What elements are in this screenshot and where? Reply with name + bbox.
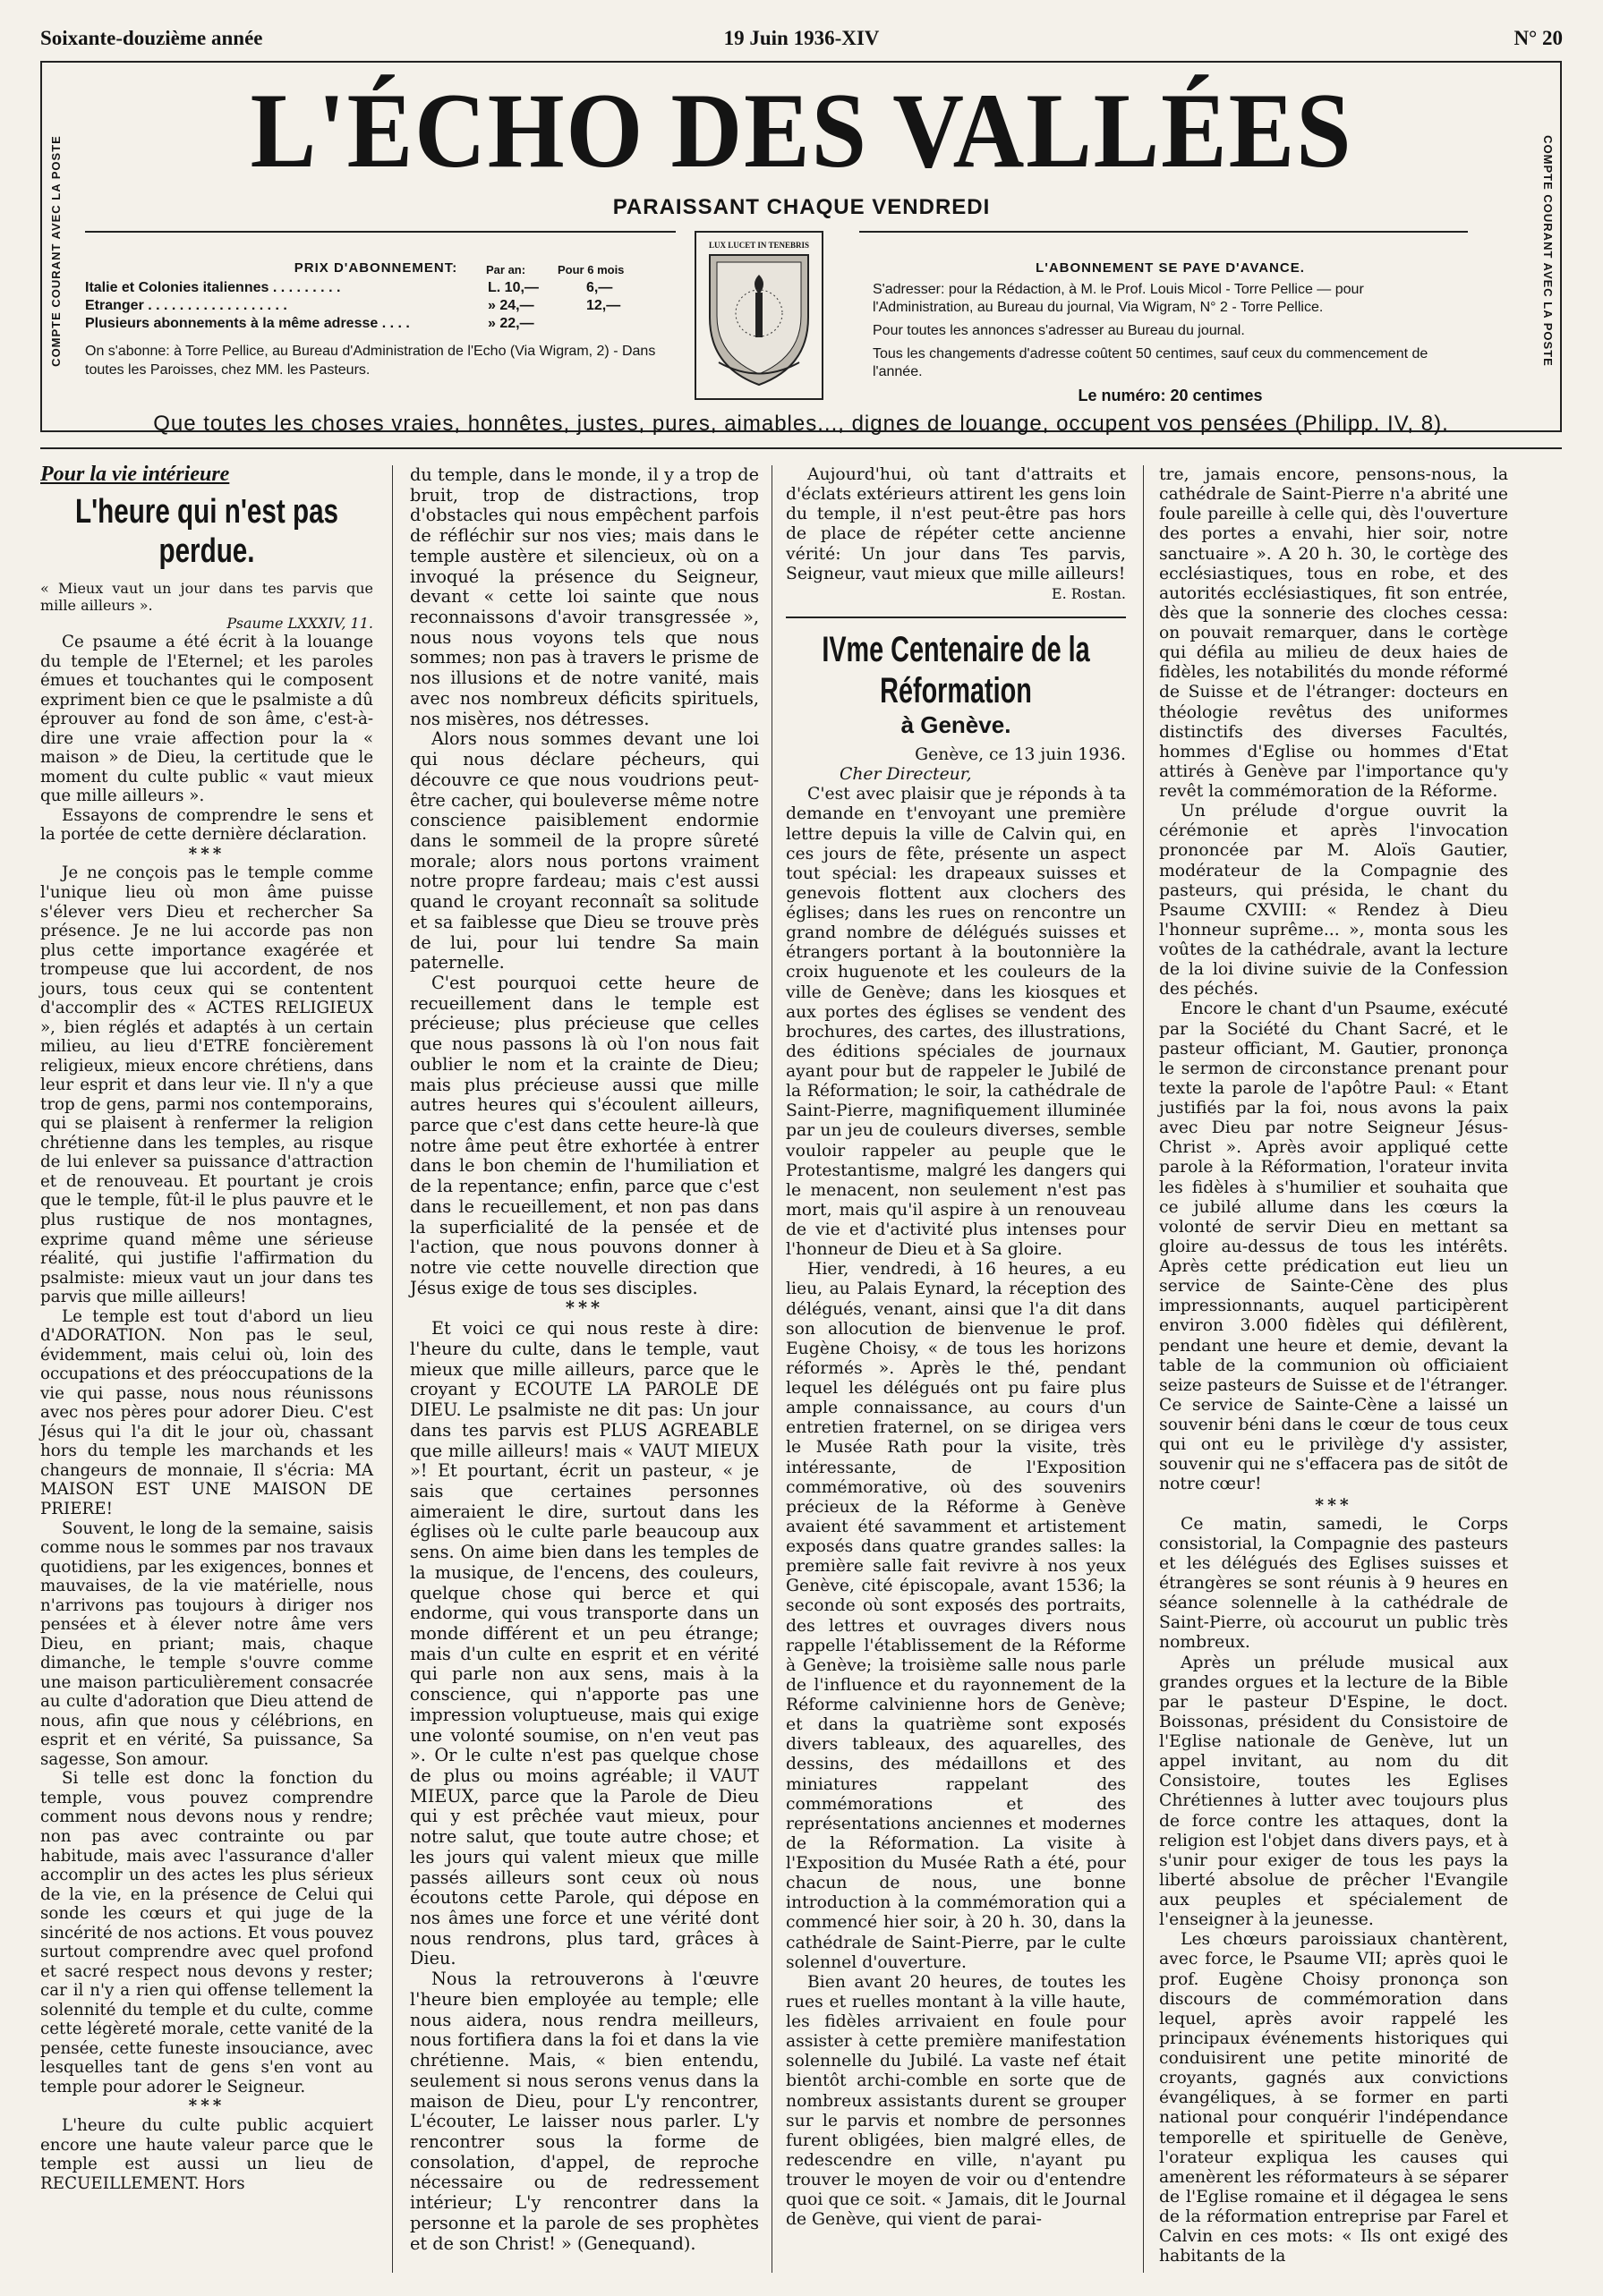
advance-changes: Tous les changements d'adresse coûtent 50 centimes, sauf ceux du commencement de l'année. (873, 346, 1428, 379)
section-break: *** (565, 1297, 604, 1319)
paragraph: Bien avant 20 heures, de toutes les rues et ruelles montant à la ville haute, les fidèles arrivaient en foule pour assister à cette première manifestation solennelle du Jubilé. La vaste nef était bientôt archi-comble en sorte que de nombreux assistants durent se grouper sur le parvis et nombre de personnes furent obligées, bien malgré elles, de redescendre en ville, n'ayant pu trouver le moyen de voir ou d'entendre quoi que ce soit. « Jamais, dit le Journal de Genève, qui vient de parai- (786, 1972, 1126, 2230)
paragraph: Les chœurs paroissiaux chantèrent, avec force, le Psaume VII; après quoi le prof. Eugène Choisy prononça son discours de commémoration dans lequel, après avoir rappelé les principaux événements historiques qui conduisirent une petite minorité de croyants, gagnés aux convictions évangéliques, à se former en parti national pour conquérir l'indépendance temporelle et spirituelle de Genève, l'orateur expliqua les causes qui amenèrent les réformateurs à se séparer de l'Eglise romaine et il dégagea le sens de la réformation entreprise par Farel et Calvin en ces mots: « Ils ont exigé des habitants de la (1159, 1930, 1508, 2266)
price-row: Plusieurs abonnements à la même adresse . . . . » 22,— (85, 316, 534, 331)
column-2 (410, 465, 759, 2254)
motto-rule (40, 447, 1562, 449)
masthead-rule-right (859, 231, 1468, 233)
salutation: Cher Directeur, (840, 765, 972, 785)
paragraph: Hier, vendredi, à 16 heures, a eu lieu, au Palais Eynard, la réception des délégués, venant, ainsi que l'a dit dans son allocution de bienvenue le prof. Eugène Choisy, « de tous les horizons réformés ». Après le thé, pendant lequel les délégués ont pu faire plus ample connaissance, au cours d'un entretien fraternel, on se dirigea vers le Musée Rath pour la visite, très intéressante, de l'Exposition commémorative, où des souvenirs précieux de la Réforme à Genève avaient été savamment et artistement exposés dans quatre grandes salles: la première salle fait revivre à nos yeux Genève, cité épiscopale, avant 1536; la seconde où sont exposés des portraits, des lettres et ouvrages divers nous rappelle l'établissement de la Réforme à Genève; la troisième salle nous parle de l'influence et du rayonnement de la Réforme calvinienne hors de Genève; et dans la quatrième sont exposés divers tableaux, des aquarelles, des dessins, des médaillons et des miniatures rappelant des commémorations et des représentations anciennes et modernes de la Réformation. La visite à l'Exposition du Musée Rath a été, pour chacun de nous, une bonne introduction à la commémoration qui a commencé hier soir, à 20 h. 30, dans la cathédrale de Saint-Pierre, par le culte solennel d'ouverture. (786, 1260, 1126, 1972)
subscription-heading: PRIX D'ABONNEMENT: (294, 260, 458, 276)
side-text-right: COMPTE COURANT AVEC LA POSTE (1540, 134, 1555, 367)
paragraph: C'est avec plaisir que je réponds à ta demande en t'envoyant une première lettre depuis la ville de Calvin qui, en ces jours de fête, présente un aspect tout spécial: les drapeaux suisses et genevois flottent aux clochers des églises; dans les rues on rencontre un grand nombre de délégués suisses et étrangers portant à la boutonnière la croix huguenote et les couleurs de la ville de Genève; dans les kiosques et aux portes des églises se vendent des brochures, des cartes, des illustrations, des éditions spéciales de journaux ayant pour but de rappeler le Jubilé de la Réformation; le soir, la cathédrale de Saint-Pierre, magnifiquement illuminée par un jeu de couleurs diverses, semble vouloir rappeler au peuple que le Protestantisme, malgré les dangers qui le menacent, non seulement n'est pas mort, mais qu'il aspire à un renouveau de vie et d'activité plus intenses pour l'honneur de Dieu et à Sa gloire. (786, 785, 1126, 1260)
masthead-rule-left (85, 231, 676, 233)
paragraph: Ce psaume a été écrit à la louange du temple de l'Eternel; et les paroles émues et touchantes qui le composent expriment bien ce que le psalmiste a dû éprouver au fond de son âme, c'est-à-dire une vraie affection pour la « maison » de Dieu, la certitude que le moment du culte public « vaut mieux que mille ailleurs ». (40, 633, 373, 806)
paragraph: Souvent, le long de la semaine, saisis comme nous le sommes par nos travaux quotidiens, par les exigences, bonnes et mauvaises, de la vie matérielle, nous n'arrivons pas toujours à diriger nos pensées et à élever notre âme vers Dieu, en priant; mais, chaque dimanche, le temple s'ouvre comme une maison particulièrement consacrée au culte d'adoration que Dieu attend de nous, afin que nous y célébrions, en esprit et en vérité, Sa puissance, Sa sagesse, Son amour. (40, 1518, 373, 1769)
paragraph: Et voici ce qui nous reste à dire: l'heure du culte, dans le temple, vaut mieux que mille ailleurs, parce que le croyant y ECOUTE LA PAROLE DE DIEU. Le psalmiste ne dit pas: Un jour dans tes parvis est PLUS AGREABLE que mille ailleurs! mais « VAUT MIEUX »! Et pourtant, écrit un pasteur, « je sais que certaines personnes aimeraient le dire, surtout dans les églises où le culte parle beaucoup aux sens. On aime bien dans les temples de la musique, de l'encens, des couleurs, quelque chose qui berce et qui endorme, qui vous transporte dans un monde différent et un peu étrange; mais d'un culte en esprit et en vérité qui parle non aux sens, mais à la conscience, qui n'apporte pas une impression voluptueuse, mais qui exige une volonté soumise, on n'en veut pas ». Or le culte n'est pas quelque chose de plus ou moins agréable; il VAUT MIEUX, parce que la Parole de Dieu qui y est prêchée vaut mieux, pour notre salut, que toute autre chose; et les jours qui valent mieux que mille passés ailleurs sont ceux où nous écoutons cette Parole, qui dépose en nos âmes une force et une vérité dont nous rendrons, plus tard, grâces à Dieu. (410, 1318, 759, 1969)
advance-address: S'adresser: pour la Rédaction, à M. le Prof. Louis Micol - Torre Pellice — pour l'Administration, au Bureau du journal, Via Wigram, N° 2 - Torre Pellice. (873, 282, 1364, 315)
paragraph: Si telle est donc la fonction du temple, vous pouvez comprendre comment nous devons nous y rendre; non pas avec contrainte ou par habitude, mais avec l'assurance d'aller accomplir un des actes les plus sérieux de la vie, en la présence de Celui qui sonde les cœurs et qui juge de la sincérité de nos actions. Et vous pouvez surtout comprendre avec quel profond et sacré respect nous devons y rester; car il n'y a rien qui offense tellement la solennité du temple et du culte, comme cette légèreté morale, cette vanité de la pensée, cette funeste insouciance, avec lesquelles tant de gens s'en vont au temple pour adorer le Seigneur. (40, 1769, 373, 2096)
article-subheadline: à Genève. (900, 710, 1011, 738)
masthead-title: L'ÉCHO DES VALLÉES (250, 71, 1353, 190)
advance-payment-info (873, 259, 1468, 404)
side-text-left: COMPTE COURANT AVEC LA POSTE (48, 134, 63, 367)
issue-number: N° 20 (1513, 27, 1563, 49)
paragraph: Après un prélude musical aux grandes orgues et la lecture de la Bible par le pasteur D'Espine, le doct. Boissonas, président du Consistoire de l'Eglise nationale de Genève, lut un appel invitant, au nom du dit Consistoire, toutes les Eglises Chrétiennes à lutter avec toujours plus de force contre les attaques, dont la religion est l'objet dans divers pays, et à s'unir pour exiger de tous les pays la liberté absolue de prêcher l'Evangile aux peuples et spécialement de l'enseigner à la jeunesse. (1159, 1653, 1508, 1930)
paragraph: du temple, dans le monde, il y a trop de bruit, trop de distractions, trop d'obstacles qui nous empêchent parfois de réfléchir sur nos vies; mais dans le temple austère et silencieux, où on a invoqué la présence du Seigneur, devant « cette loi sainte que nous reconnaissons d'avoir transgressée », nous nous voyons tels que nous sommes; non pas à travers le prisme de nos illusions et de notre vanité, mais avec nos nombreux déficits spirituels, nos misères, nos détresses. (410, 464, 759, 729)
price-row: Italie et Colonies italiennes . . . . . . . . . L. 10,— 6,— (85, 280, 613, 295)
section-break: *** (1315, 1494, 1352, 1515)
column-1 (40, 465, 373, 2193)
paragraph: L'heure du culte public acquiert encore une haute valeur parce que le temple est aussi un lieu de RECUEILLEMENT. Hors (40, 2115, 373, 2193)
epigraph-source: Psaume LXXXIV, 11. (226, 614, 373, 632)
waldensian-emblem-icon (692, 228, 826, 403)
article-headline: IVme Centenaire de la Réformation (822, 629, 1090, 710)
issue-price: Le numéro: 20 centimes (1078, 387, 1263, 404)
paragraph: Nous la retrouverons à l'œuvre l'heure bien employée au temple; elle nous aidera, nous rendra meilleurs, nous fortifiera dans la foi et dans la vie chrétienne. Mais, « bien entendu, seulement si nous serons venus dans la maison de Dieu, pour L'y rencontrer, L'écouter, Le laisser nous parler. L'y rencontrer sous la forme de consolation, d'appel, de reproche nécessaire ou de redressement intérieur; L'y rencontrer dans la personne et la parole de ses prophètes et de son Christ! » (Genequand). (410, 1969, 759, 2254)
section-break: *** (188, 844, 226, 863)
article-divider (786, 617, 1126, 618)
edition-year: Soixante-douzième année (40, 27, 263, 49)
author-signature: E. Rostan. (1051, 584, 1126, 602)
advance-ads: Pour toutes les annonces s'adresser au Bureau du journal. (873, 323, 1245, 338)
epigraph: « Mieux vaut un jour dans tes parvis que mille ailleurs ». (40, 579, 373, 614)
article-headline: L'heure qui n'est pas perdue. (74, 492, 339, 570)
column-4 (1159, 465, 1508, 2266)
column-separator (1143, 465, 1144, 2273)
paragraph: C'est pourquoi cette heure de recueillement dans le temple est précieuse; plus précieuse que celles que nous passons là où l'on nous fait oublier le nom et la crainte de Dieu; mais plus précieuse aussi que mille autres heures qui s'écoulent ailleurs, parce que c'est dans cette heure-là que notre âme peut être exhortée à entrer dans le bon chemin de l'humiliation et de la repentance; enfin, parce que c'est dans le recueillement, et non pas dans la superficialité de la pensée et de l'action, que nous pouvons donner à notre vie cette nouvelle direction que Jésus exige de tous ses disciples. (410, 972, 759, 1298)
section-title: Pour la vie intérieure (40, 463, 230, 486)
issue-date: 19 Juin 1936-XIV (723, 27, 880, 49)
col-year-header: Par an: (486, 263, 526, 276)
paragraph: Aujourd'hui, où tant d'attraits et d'éclats extérieurs attirent les gens loin du temple, il n'est peut-être pas hors de place de répéter cette ancienne vérité: Un jour dans Tes parvis, Seigneur, vaut mieux que mille ailleurs! (786, 465, 1126, 583)
paragraph: Essayons de comprendre le sens et la portée de cette dernière déclaration. (40, 805, 373, 845)
subscription-note: On s'abonne: à Torre Pellice, au Bureau d'Administration de l'Echo (Via Wigram, 2) - Dans toutes les Paroisses, chez MM. les Pasteurs. (85, 344, 656, 378)
paragraph: Ce matin, samedi, le Corps consistorial, la Compagnie des pasteurs et les délégués des Eglises suisses et étrangères se sont réunis à 9 heures en séance solennelle à la cathédrale de Saint-Pierre, où accourut un public très nombreux. (1159, 1514, 1508, 1653)
column-3 (786, 465, 1126, 2230)
subscription-prices (85, 259, 667, 379)
dateline: Genève, ce 13 juin 1936. (915, 745, 1126, 764)
svg-text:LUX LUCET IN TENEBRIS: LUX LUCET IN TENEBRIS (709, 241, 809, 250)
section-break: *** (188, 2096, 226, 2116)
price-row: Etranger . . . . . . . . . . . . . . . . . . » 24,— 12,— (85, 298, 621, 313)
paragraph: tre, jamais encore, pensons-nous, la cathédrale de Saint-Pierre n'a abrité une foule pareille à celle qui, dès l'ouverture des portes a envahi, hier soir, notre sanctuaire ». A 20 h. 30, le cortège des ecclésiastiques, tous en robe, et des autorités ecclésiastiques, fit son entrée, dès que la sonnerie des cloches cessa: on pouvait remarquer, dans le cortège qui défila au milieu de deux haies de fidèles, les notabilités du monde réformé de Suisse et de l'étranger: docteurs en théologie revêtus des uniformes distinctifs des diverses Facultés, hommes d'Eglise ou hommes d'Etat attirés à Genève par l'importance qu'y revêt la commémoration de la Réforme. (1159, 465, 1508, 801)
paragraph: Alors nous sommes devant une loi qui nous déclare pécheurs, qui découvre ce que nous voudrions peut-être cacher, qui bouleverse même notre conscience paisiblement endormie dans le sommeil de la propre sûreté morale; alors nous portons vraiment notre propre fardeau; mais c'est aussi quand le croyant reconnaît sa solitude et sa faiblesse que Dieu se trouve près de lui, pour lui tendre Sa main paternelle. (410, 728, 759, 974)
paragraph: Encore le chant d'un Psaume, exécuté par la Société du Chant Sacré, et le pasteur officiant, M. Gautier, prononça le sermon de circonstance prenant pour texte la parole de l'apôtre Paul: « Etant justifiés par la foi, nous avons la paix avec Dieu par notre Seigneur Jésus-Christ ». Après avoir appliqué cette parole à la Réformation, l'orateur invita les fidèles à s'humilier et souhaita que ce jubilé allume dans les cœurs la volonté de servir Dieu en mettant sa gloire au-dessus de tous les intérêts. Après cette prédication eut lieu un service de Sainte-Cène des plus impressionnants, auquel participèrent environ 3.000 fidèles qui défilèrent, pendant une heure et demie, devant la table de la communion où officiaient seize pasteurs de Suisse et de l'étranger. Ce service de Sainte-Cène a laissé un souvenir béni dans le cœur de tous ceux qui ont eu le privilège d'y assister, souvenir qui ne s'effacera pas de sitôt de notre cœur! (1159, 999, 1508, 1494)
top-line (40, 27, 1563, 57)
col-half-header: Pour 6 mois (558, 263, 625, 276)
motto: Que toutes les choses vraies, honnêtes, justes, pures, aimables..., dignes de louange, occupent vos pensées (Philipp. IV, 8). (153, 412, 1449, 436)
paragraph: Le temple est tout d'abord un lieu d'ADORATION. Non pas le seul, évidemment, mais celui où, loin des occupations et des préoccupations de la vie qui passe, nous nous réunissons avec nos pères pour adorer Dieu. C'est Jésus qui l'a dit le jour où, chassant hors du temple les marchands et les changeurs de monnaie, Il s'écria: MA MAISON EST UNE MAISON DE PRIERE! (40, 1306, 373, 1518)
paragraph: Un prélude d'orgue ouvrit la cérémonie et après l'invocation prononcée par M. Aloïs Gautier, modérateur de la Compagnie des pasteurs, qui présida, le chant du Psaume CXVIII: « Rendez à Dieu l'honneur suprême... », monta sous les voûtes de la cathédrale, avant la lecture de la loi divine suivie de la Confession des péchés. (1159, 802, 1508, 999)
paragraph: Je ne conçois pas le temple comme l'unique lieu où mon âme puisse s'élever vers Dieu et rechercher Sa présence. Je ne lui accorde pas non plus cette importance exagérée et trompeuse que lui accordent, de nos jours, tous ceux qui se contentent d'accomplir des « ACTES RELIGIEUX », bien réglés et adaptés à un certain milieu, au lieu d'ETRE foncièrement religieux, mieux encore chrétiens, dans leur esprit et dans leur vie. Il n'y a que trop de gens, parmi nos contemporains, qui se plaisent à renfermer la religion chrétienne dans les temples, au risque de lui enlever sa puissance d'attraction et de renouveau. Et pourtant je crois que le temple, fût-il le plus pauvre et le plus rustique de nos montagnes, exprime quand même une sérieuse réalité, qui justifie l'affirmation du psalmiste: mieux vaut un jour dans tes parvis que mille ailleurs! (40, 863, 373, 1307)
masthead-subtitle: PARAISSANT CHAQUE VENDREDI (612, 195, 991, 219)
advance-heading: L'ABONNEMENT SE PAYE D'AVANCE. (1036, 260, 1305, 276)
column-separator (392, 465, 393, 2273)
